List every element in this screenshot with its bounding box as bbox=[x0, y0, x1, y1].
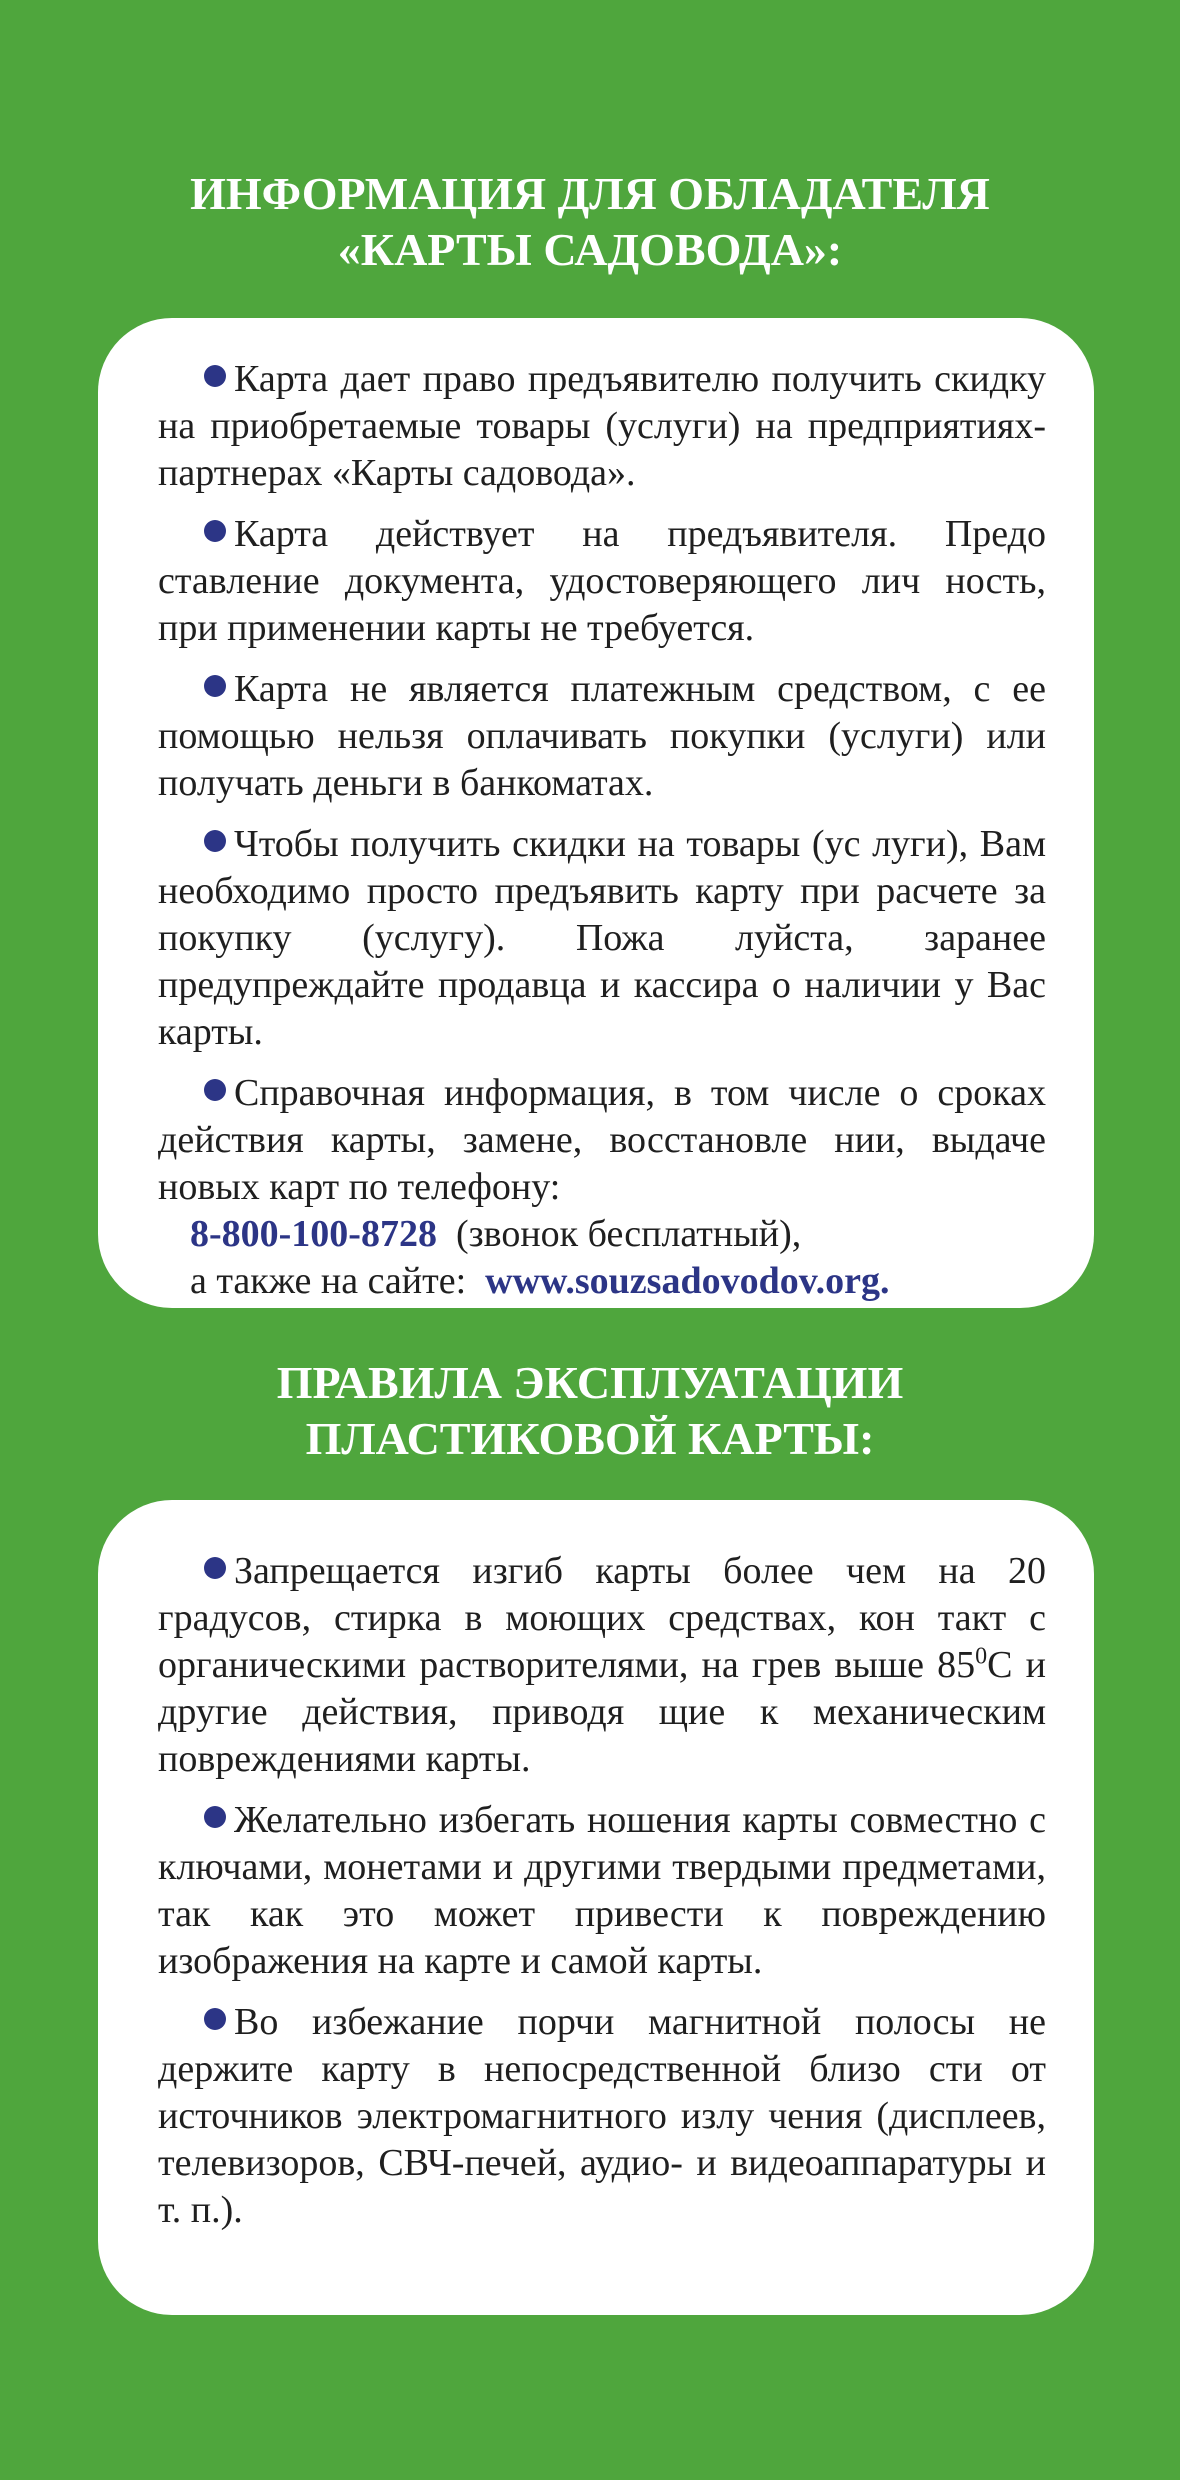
info-panel bbox=[98, 318, 1094, 1308]
phone-note: (звонок бесплатный), bbox=[455, 1213, 802, 1255]
list-item-text-end: С и другие действия, приводя щие к механическим повреждениями карты. bbox=[158, 1644, 1046, 1780]
rules-panel bbox=[98, 1500, 1094, 2315]
phone-line bbox=[190, 1211, 1046, 1258]
bullet-icon bbox=[204, 2008, 226, 2030]
list-item bbox=[158, 1999, 1046, 2234]
site-line bbox=[190, 1258, 1046, 1305]
rules-heading-line2: ПЛАСТИКОВОЙ КАРТЫ: bbox=[305, 1413, 875, 1464]
degree-superscript: 0 bbox=[975, 1643, 988, 1670]
list-item-text: Справочная информация, в том числе о сроках действия карты, замене, восстановле нии, выдаче новых карт по телефону: bbox=[158, 1072, 1046, 1208]
list-item bbox=[158, 511, 1046, 652]
list-item-text: Карта действует на предъявителя. Предо ставление документа, удостоверяющего лич ность, при применении карты не требуется. bbox=[158, 513, 1046, 649]
info-heading bbox=[0, 166, 1180, 278]
list-item-text: Запрещается изгиб карты более чем на 20 градусов, стирка в моющих средствах, кон такт с органическими растворителями, на грев выше 85 bbox=[158, 1550, 1046, 1686]
list-item bbox=[158, 1548, 1046, 1783]
list-item bbox=[158, 356, 1046, 497]
bullet-icon bbox=[204, 365, 226, 387]
list-item bbox=[158, 821, 1046, 1056]
bullet-icon bbox=[204, 1079, 226, 1101]
list-item bbox=[158, 1797, 1046, 1985]
info-heading-line1: ИНФОРМАЦИЯ ДЛЯ ОБЛАДАТЕЛЯ bbox=[190, 168, 990, 219]
list-item-text: Чтобы получить скидки на товары (ус луги), Вам необходимо просто предъявить карту при расчете за покупку (услугу). Пожа луйста, заранее предупреждайте продавца и кассира о наличии у Вас карты. bbox=[158, 823, 1046, 1053]
info-heading-line2: «КАРТЫ САДОВОДА»: bbox=[337, 224, 843, 275]
bullet-icon bbox=[204, 1557, 226, 1579]
bullet-icon bbox=[204, 830, 226, 852]
list-item-text: Карта дает право предъявителю получить скидку на приобретаемые товары (услуги) на предприятиях-партнерах «Карты садовода». bbox=[158, 358, 1046, 494]
list-item-text: Во избежание порчи магнитной полосы не держите карту в непосредственной близо сти от источников электромагнитного излу чения (дисплеев, телевизоров, СВЧ-печей, аудио- и видеоаппаратуры и т. п.). bbox=[158, 2001, 1046, 2231]
bullet-icon bbox=[204, 1806, 226, 1828]
list-item bbox=[158, 1070, 1046, 1211]
rules-heading-line1: ПРАВИЛА ЭКСПЛУАТАЦИИ bbox=[276, 1357, 904, 1408]
site-link[interactable]: www.souzsadovodov.org. bbox=[485, 1260, 890, 1302]
bullet-icon bbox=[204, 520, 226, 542]
list-item bbox=[158, 666, 1046, 807]
site-prefix: а также на сайте: bbox=[190, 1260, 467, 1302]
list-item-text: Карта не является платежным средством, с ее помощью нельзя оплачивать покупки (услуги) или получать деньги в банкоматах. bbox=[158, 668, 1046, 804]
phone-number[interactable]: 8-800-100-8728 bbox=[190, 1213, 437, 1255]
list-item-text: Желательно избегать ношения карты совместно с ключами, монетами и другими твердыми предметами, так как это может привести к повреждению изображения на карте и самой карты. bbox=[158, 1799, 1046, 1982]
bullet-icon bbox=[204, 675, 226, 697]
rules-heading bbox=[0, 1355, 1180, 1467]
